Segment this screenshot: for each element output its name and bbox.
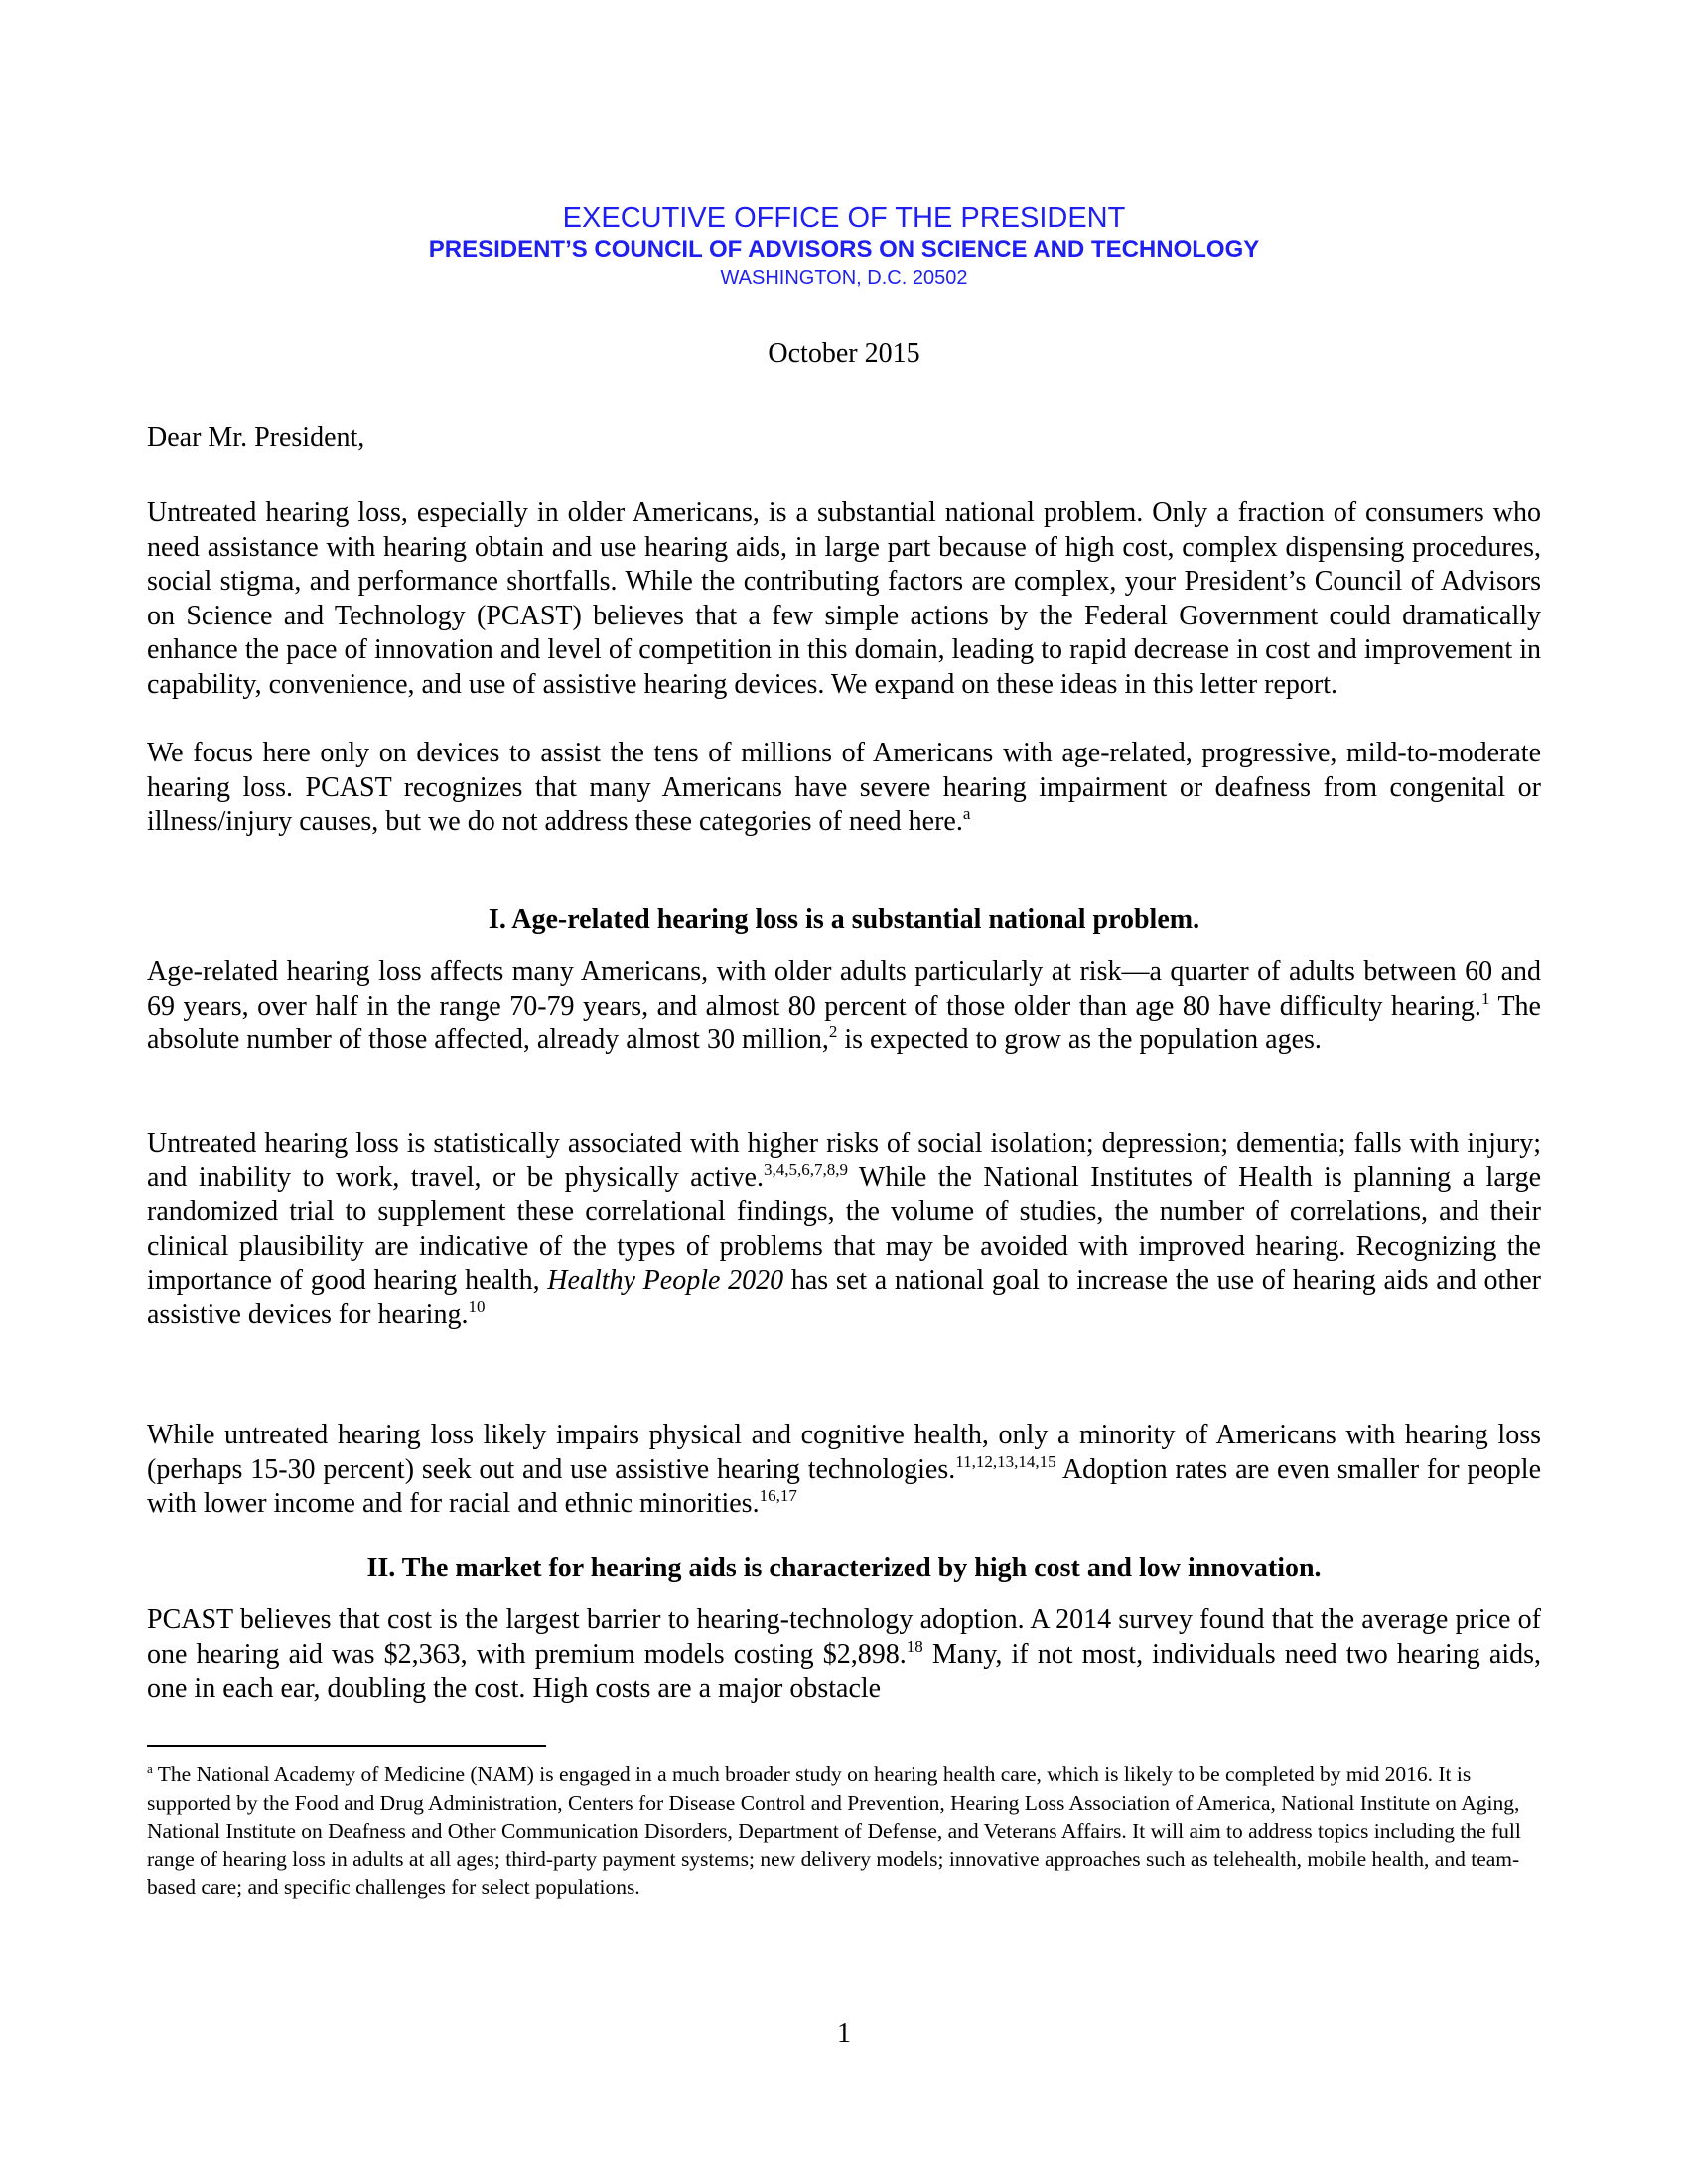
letterhead-council: PRESIDENT’S COUNCIL OF ADVISORS ON SCIENCE AND TECHNOLOGY [428,236,1260,263]
text-segment: is expected to grow as the population ages. [837,1024,1322,1056]
section-heading-2: II. The market for hearing aids is characterized by high cost and low innovation. [366,1553,1322,1583]
text-segment: has set a national goal to increase the use of hearing aids and other assistive devices for hearing. [147,1265,1541,1330]
footnote-text: The National Academy of Medicine (NAM) is engaged in a much broader study on hearing health care, which is likely to be completed by mid 2016. It is supported by the Food and Drug Administration, Centers for Disease Control and Prevention, Hearing Loss Association of America, National Institute on Aging, National Institute on Deafness and Other Communication Disorders, Department of Defense, and Veterans Affairs. It will aim to address topics including the full range of hearing loss in adults at all ages; third-party payment systems; new delivery models; innovative approaches such as telehealth, mobile health, and team-based care; and specific challenges for select populations. [147,1762,1521,1900]
citation-ref[interactable]: 18 [906,1636,923,1656]
citation-ref[interactable]: 16,17 [759,1486,797,1506]
text-segment: Untreated hearing loss is statistically associated with higher risks of social isolation; depression; dementia; falls with injury; and inability to work, travel, or be physically active. [147,1128,1541,1193]
text-segment: While untreated hearing loss likely impairs physical and cognitive health, only a minority of Americans with hearing loss (perhaps 15-30 percent) seek out and use assistive hearing technologies. [147,1420,1541,1485]
footnote-divider [147,1745,546,1747]
text-segment: While the National Institutes of Health is planning a large randomized trial to supplement these correlational findings, the volume of studies, the number of correlations, and their clinical plausibility are indicative of the types of problems that may be avoided with improved hearing. Recognizing the importance of good hearing health, [147,1161,1541,1297]
text-segment: PCAST believes that cost is the largest barrier to hearing-technology adoption. A 2014 survey found that the average price of one hearing aid was $2,363, with premium models costing $2,898. [147,1604,1541,1670]
paragraph-age-related [147,955,1541,1058]
text-segment: Many, if not most, individuals need two hearing aids, one in each ear, doubling the cost. High costs are a major obstacle [147,1638,1541,1705]
citation-ref[interactable]: 1 [1480,988,1490,1008]
letter-date: October 2015 [768,339,920,369]
text-segment: Age-related hearing loss affects many Americans, with older adults particularly at risk—a quarter of adults between 60 and 69 years, over half in the range 70-79 years, and almost 80 percent of those older than age 80 have difficulty hearing. [147,956,1541,1022]
footnote-marker: a [147,1761,153,1776]
letterhead-office: EXECUTIVE OFFICE OF THE PRESIDENT [562,203,1126,234]
paragraph-adoption [147,1419,1541,1522]
page-number: 1 [837,2018,851,2049]
italic-title: Healthy People 2020 [547,1265,784,1297]
letterhead-address: WASHINGTON, D.C. 20502 [720,267,968,289]
paragraph-focus-text: We focus here only on devices to assist the tens of millions of Americans with age-related, progressive, mild-to-moderate hearing loss. PCAST recognizes that many Americans have severe hearing impairment or deafness from congenital or illness/injury causes, but we do not address these categories of need here. [147,738,1541,838]
paragraph-cost [147,1603,1541,1706]
paragraph-untreated-risks [147,1127,1541,1333]
paragraph-intro: Untreated hearing loss, especially in older Americans, is a substantial national problem. Only a fraction of consumers who need assistance with hearing obtain and use hearing aids, in large part because of high cost, complex dispensing procedures, social stigma, and performance shortfalls. While the contributing factors are complex, your President’s Council of Advisors on Science and Technology (PCAST) believes that a few simple actions by the Federal Government could dramatically enhance the pace of innovation and level of competition in this domain, leading to rapid decrease in cost and improvement in capability, convenience, and use of assistive hearing devices. We expand on these ideas in this letter report. [147,497,1541,700]
text-segment: The absolute number of those affected, already almost 30 million, [147,990,1541,1056]
footnote-a [147,1760,1541,1902]
citation-ref[interactable]: 3,4,5,6,7,8,9 [763,1160,848,1179]
footnote-ref-a[interactable]: a [962,804,971,824]
salutation: Dear Mr. President, [147,422,365,453]
citation-ref[interactable]: 11,12,13,14,15 [955,1451,1056,1471]
paragraph-focus [147,737,1541,840]
text-segment: Adoption rates are even smaller for people with lower income and for racial and ethnic minorities. [147,1453,1541,1520]
citation-ref[interactable]: 10 [468,1297,486,1316]
section-heading-1: I. Age-related hearing loss is a substantial national problem. [488,904,1200,935]
citation-ref[interactable]: 2 [828,1023,838,1042]
